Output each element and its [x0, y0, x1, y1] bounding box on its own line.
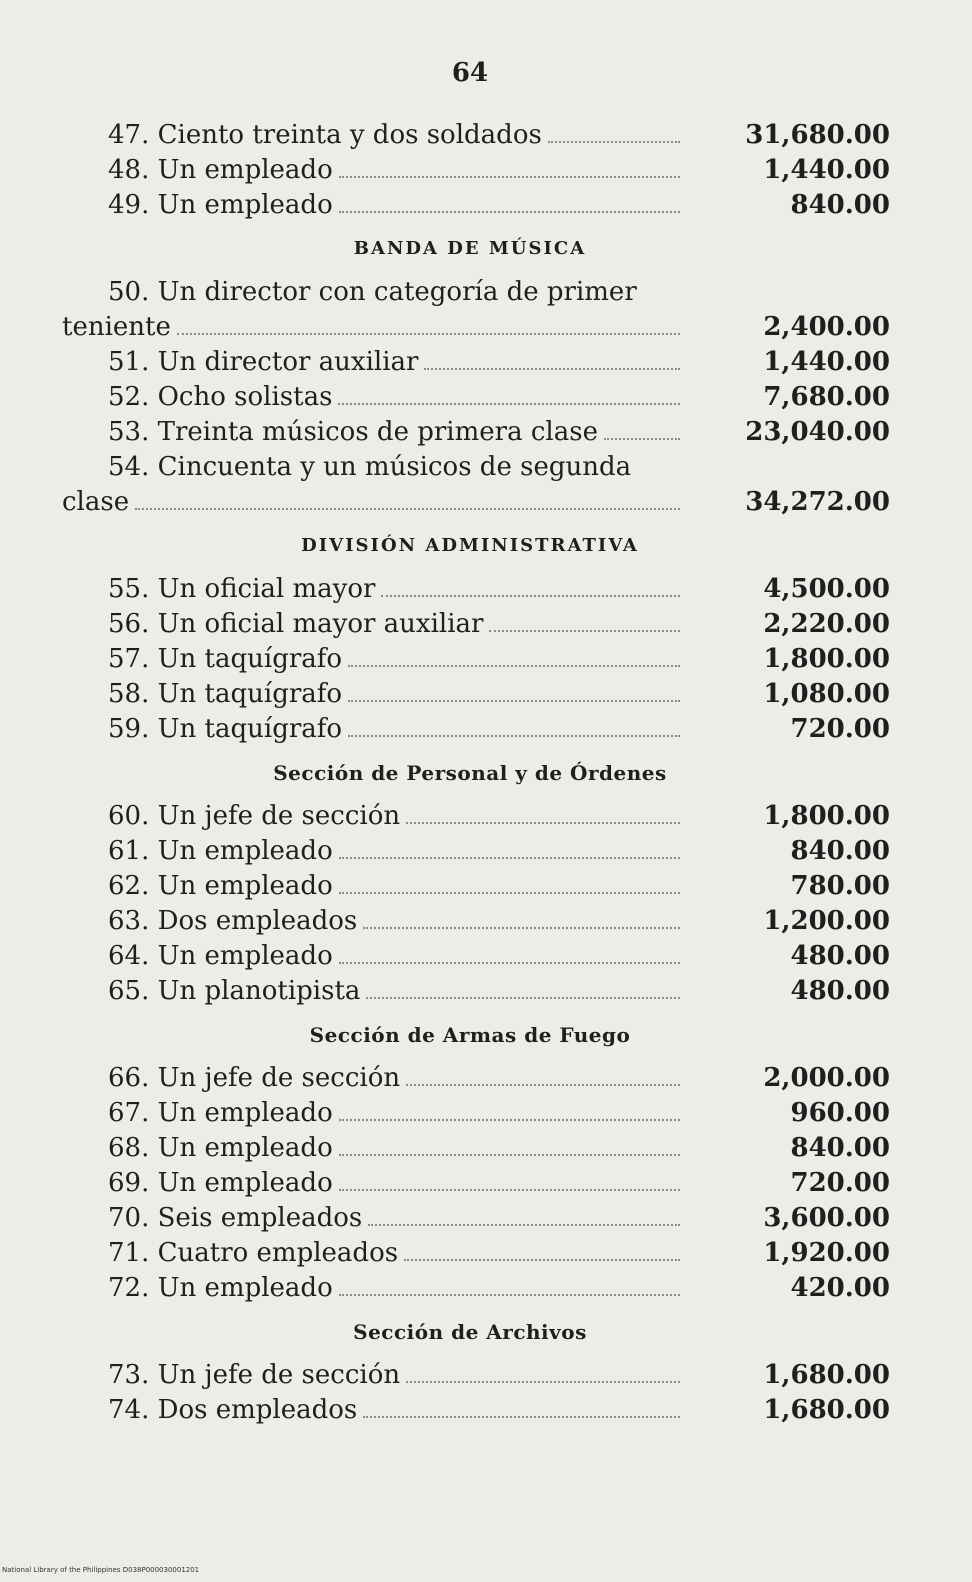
dot-leader — [135, 486, 680, 510]
list-item — [0, 974, 972, 1009]
dot-leader — [339, 1167, 680, 1191]
item-amount: 840.00 — [790, 190, 890, 220]
item-amount: 7,680.00 — [763, 382, 890, 412]
list-item-continuation — [0, 310, 972, 345]
item-description: 71. Cuatro empleados — [108, 1238, 399, 1268]
item-description: 58. Un taquígrafo — [108, 679, 343, 709]
section-heading: Sección de Personal y de Órdenes — [273, 761, 667, 785]
list-item — [0, 869, 972, 904]
list-item — [0, 1096, 972, 1131]
list-item — [0, 1166, 972, 1201]
item-amount: 420.00 — [790, 1273, 890, 1303]
list-item — [0, 1061, 972, 1096]
item-amount: 2,400.00 — [763, 312, 890, 342]
item-description: 69. Un empleado — [108, 1168, 333, 1198]
dot-leader — [339, 1272, 680, 1296]
item-description: 57. Un taquígrafo — [108, 644, 343, 674]
dot-leader — [424, 346, 680, 370]
item-amount: 1,800.00 — [763, 801, 890, 831]
item-description: 56. Un oficial mayor auxiliar — [108, 609, 484, 639]
dot-leader — [339, 940, 680, 964]
item-description: 65. Un planotipista — [108, 976, 361, 1006]
dot-leader — [339, 870, 680, 894]
item-amount: 1,800.00 — [763, 644, 890, 674]
dot-leader — [348, 713, 680, 737]
item-description: 49. Un empleado — [108, 190, 333, 220]
dot-leader — [177, 311, 680, 335]
list-item — [0, 188, 972, 223]
item-description: 55. Un oficial mayor — [108, 574, 376, 604]
item-description: 74. Dos empleados — [108, 1395, 358, 1425]
dot-leader — [366, 975, 680, 999]
item-description: 66. Un jefe de sección — [108, 1063, 401, 1093]
list-item — [0, 712, 972, 747]
item-amount: 2,000.00 — [763, 1063, 890, 1093]
item-description: 47. Ciento treinta y dos soldados — [108, 120, 542, 150]
dot-leader — [548, 119, 680, 143]
item-description-continuation: clase — [62, 487, 130, 517]
item-description: 59. Un taquígrafo — [108, 714, 343, 744]
item-description: 70. Seis empleados — [108, 1203, 363, 1233]
dot-leader — [363, 1394, 680, 1418]
item-amount: 31,680.00 — [745, 120, 890, 150]
item-amount: 960.00 — [790, 1098, 890, 1128]
item-description-continuation: teniente — [62, 312, 171, 342]
list-item — [0, 1271, 972, 1306]
dot-leader — [489, 608, 680, 632]
list-item — [0, 1236, 972, 1271]
section-heading: BANDA DE MÚSICA — [353, 238, 587, 259]
list-item — [0, 450, 972, 485]
budget-list — [0, 118, 972, 1428]
dot-leader — [404, 1237, 680, 1261]
item-amount: 840.00 — [790, 1133, 890, 1163]
dot-leader — [339, 1097, 680, 1121]
list-item-continuation — [0, 485, 972, 520]
section-heading: Sección de Armas de Fuego — [309, 1023, 631, 1047]
item-description: 52. Ocho solistas — [108, 382, 333, 412]
dot-leader — [348, 678, 680, 702]
item-amount: 1,680.00 — [763, 1395, 890, 1425]
list-item — [0, 153, 972, 188]
item-amount: 2,220.00 — [763, 609, 890, 639]
item-description: 53. Treinta músicos de primera clase — [108, 417, 598, 447]
dot-leader — [348, 643, 680, 667]
dot-leader — [406, 1062, 680, 1086]
list-item — [0, 834, 972, 869]
item-amount: 720.00 — [790, 1168, 890, 1198]
item-amount: 1,200.00 — [763, 906, 890, 936]
section-heading: Sección de Archivos — [353, 1320, 587, 1344]
dot-leader — [368, 1202, 680, 1226]
item-description: 73. Un jefe de sección — [108, 1360, 401, 1390]
item-amount: 3,600.00 — [763, 1203, 890, 1233]
footer-watermark: National Library of the Philippines D038P000030001201 — [2, 1566, 200, 1574]
list-item — [0, 415, 972, 450]
dot-leader — [339, 154, 680, 178]
page-number: 64 — [451, 58, 489, 88]
list-item — [0, 275, 972, 310]
list-item — [0, 118, 972, 153]
list-item — [0, 572, 972, 607]
list-item — [0, 904, 972, 939]
list-item — [0, 677, 972, 712]
list-item — [0, 939, 972, 974]
list-item — [0, 345, 972, 380]
dot-leader — [339, 835, 680, 859]
item-amount: 34,272.00 — [745, 487, 890, 517]
list-item — [0, 799, 972, 834]
list-item — [0, 607, 972, 642]
dot-leader — [338, 381, 680, 405]
dot-leader — [406, 1359, 680, 1383]
item-amount: 1,920.00 — [763, 1238, 890, 1268]
item-description: 60. Un jefe de sección — [108, 801, 401, 831]
item-amount: 1,080.00 — [763, 679, 890, 709]
item-amount: 840.00 — [790, 836, 890, 866]
dot-leader — [381, 573, 680, 597]
dot-leader — [604, 416, 680, 440]
section-heading: DIVISIÓN ADMINISTRATIVA — [301, 535, 639, 556]
item-amount: 480.00 — [790, 976, 890, 1006]
dot-leader — [339, 189, 680, 213]
item-description: 63. Dos empleados — [108, 906, 358, 936]
list-item — [0, 642, 972, 677]
item-amount: 720.00 — [790, 714, 890, 744]
list-item — [0, 1393, 972, 1428]
item-description: 51. Un director auxiliar — [108, 347, 419, 377]
item-amount: 780.00 — [790, 871, 890, 901]
item-description: 48. Un empleado — [108, 155, 333, 185]
list-item — [0, 380, 972, 415]
item-description: 68. Un empleado — [108, 1133, 333, 1163]
item-description: 62. Un empleado — [108, 871, 333, 901]
dot-leader — [363, 905, 680, 929]
item-amount: 1,680.00 — [763, 1360, 890, 1390]
item-description: 54. Cincuenta y un músicos de segunda — [108, 452, 632, 482]
item-amount: 480.00 — [790, 941, 890, 971]
item-description: 50. Un director con categoría de primer — [108, 277, 637, 307]
list-item — [0, 1201, 972, 1236]
item-description: 64. Un empleado — [108, 941, 333, 971]
item-amount: 23,040.00 — [745, 417, 890, 447]
item-description: 67. Un empleado — [108, 1098, 333, 1128]
item-amount: 4,500.00 — [763, 574, 890, 604]
item-description: 72. Un empleado — [108, 1273, 333, 1303]
dot-leader — [406, 800, 680, 824]
list-item — [0, 1131, 972, 1166]
item-amount: 1,440.00 — [763, 155, 890, 185]
item-description: 61. Un empleado — [108, 836, 333, 866]
item-amount: 1,440.00 — [763, 347, 890, 377]
dot-leader — [339, 1132, 680, 1156]
list-item — [0, 1358, 972, 1393]
